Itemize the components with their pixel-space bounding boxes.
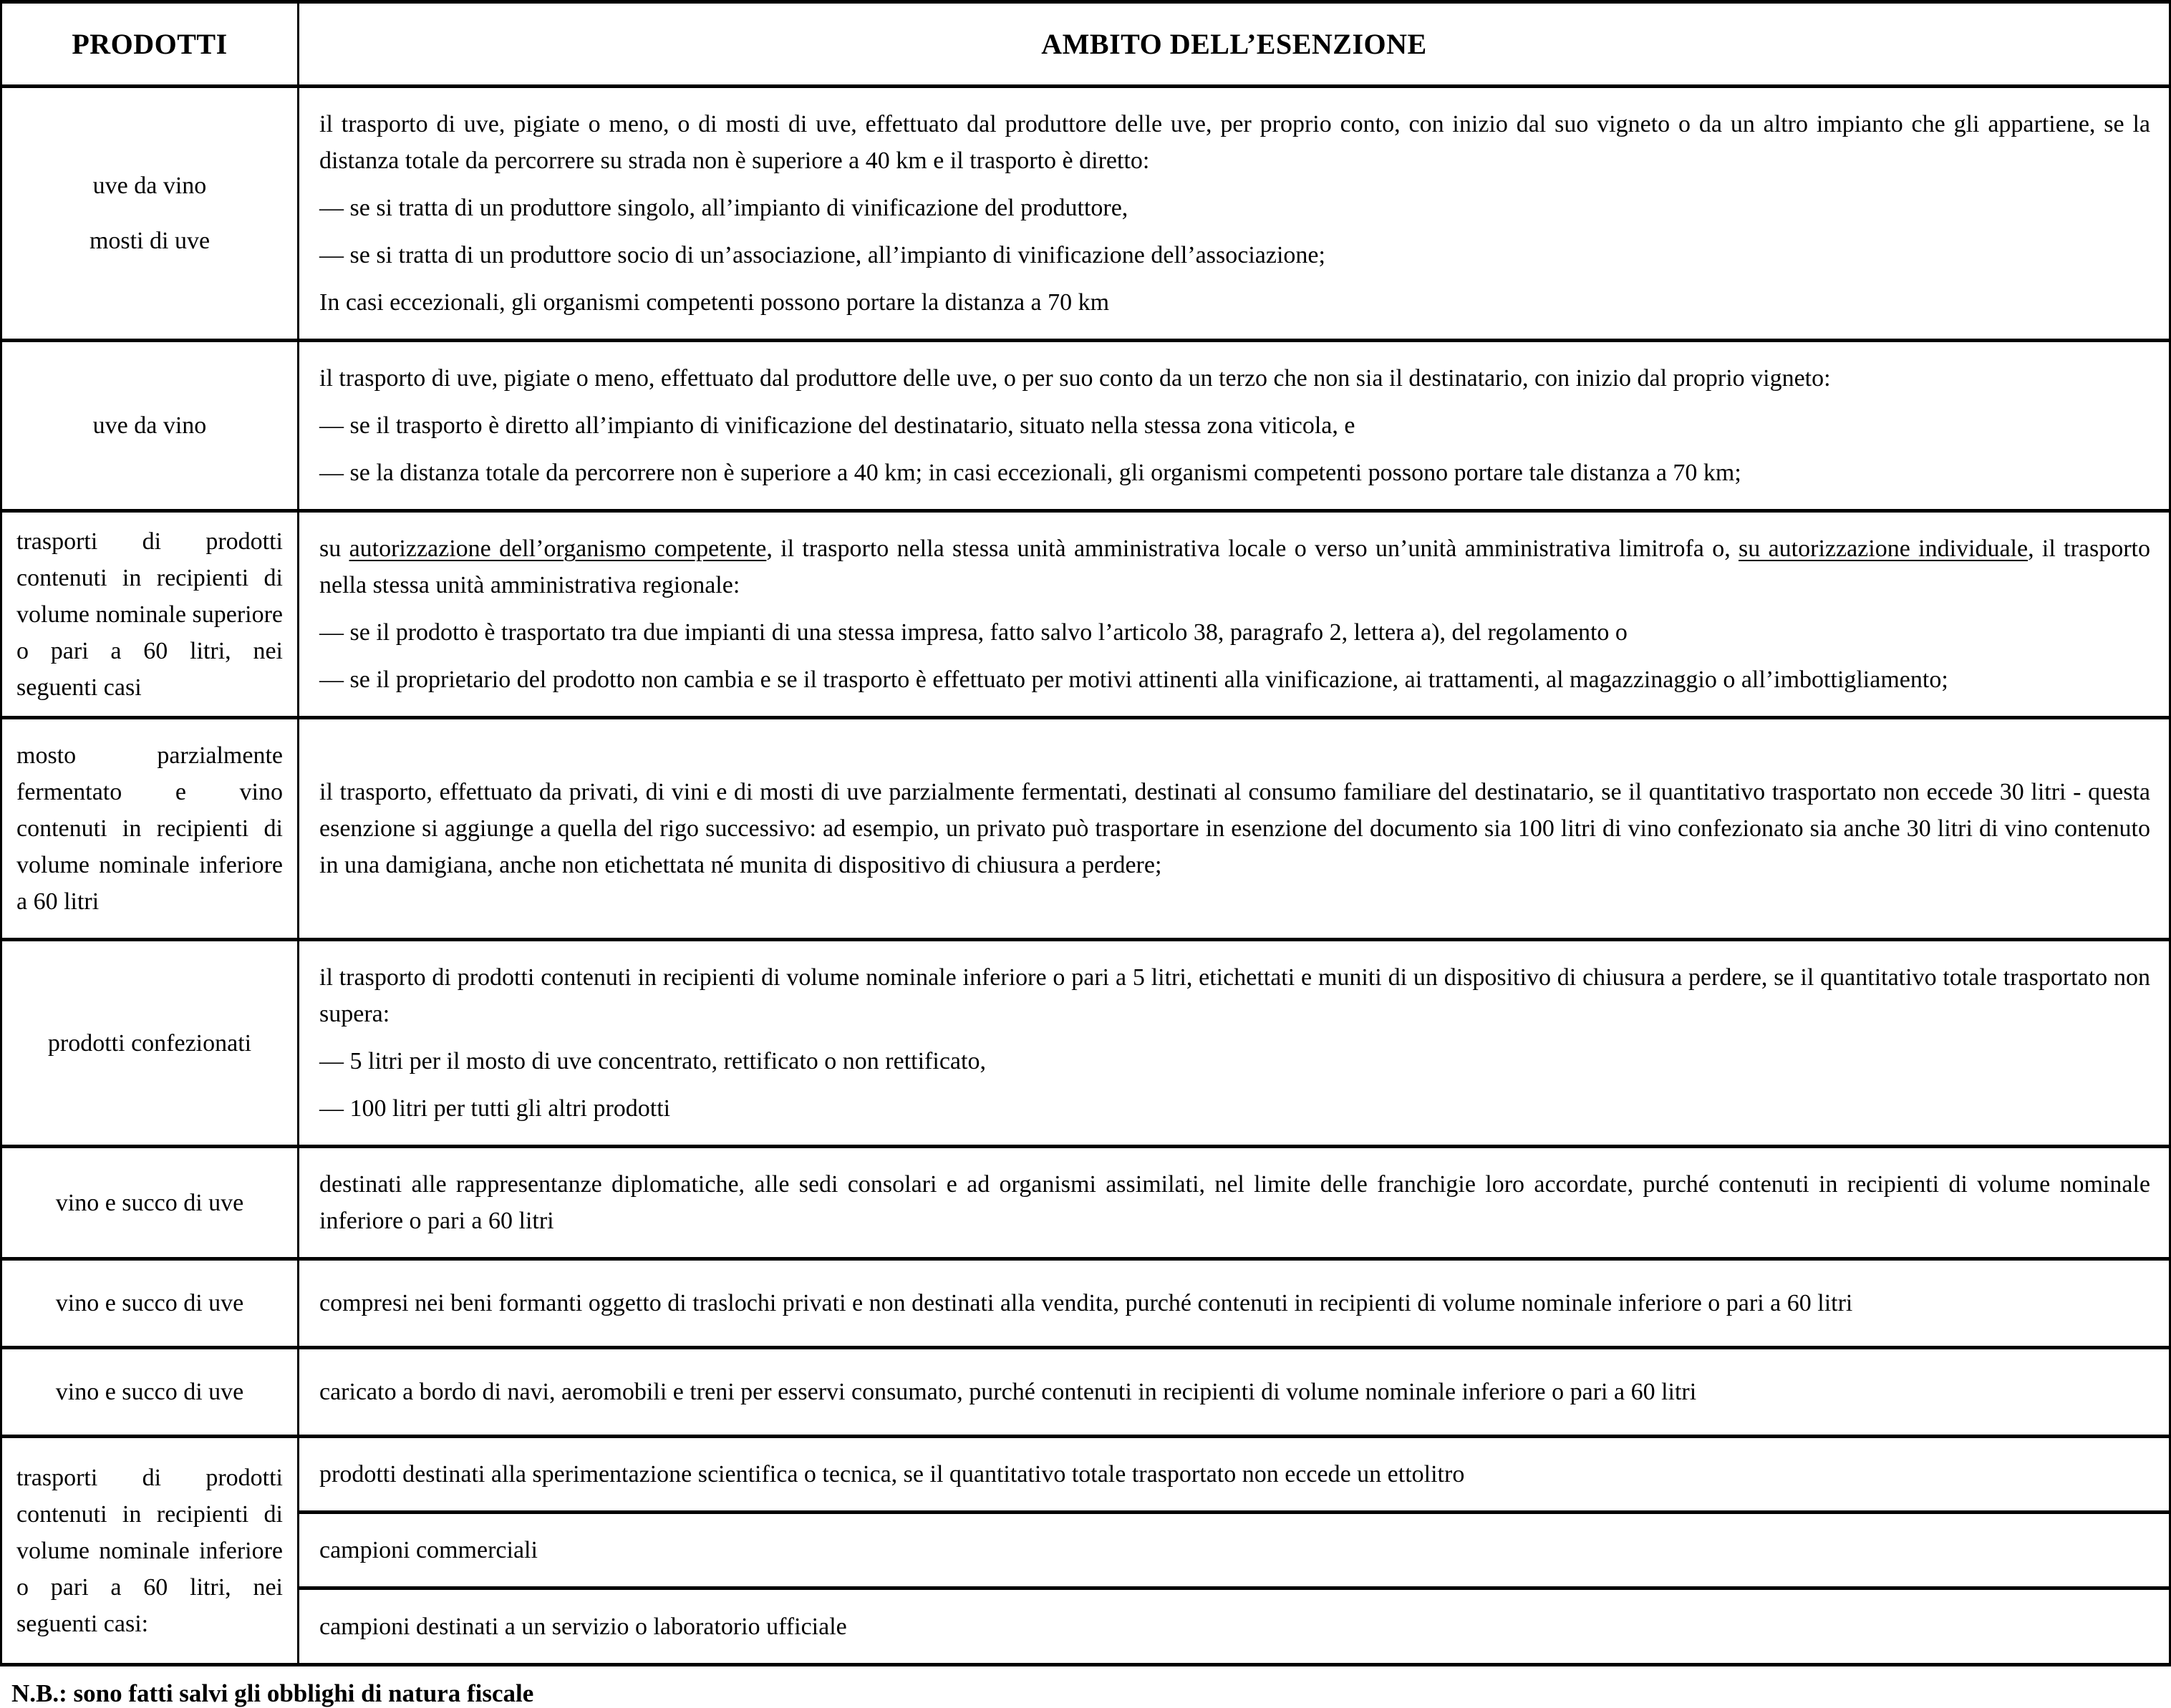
product-label: mosto parzialmente fermentato e vino contenuti in recipienti di volume nominale inferiore a 60 litri bbox=[16, 742, 283, 915]
exemption-paragraph: — 100 litri per tutti gli altri prodotti bbox=[319, 1095, 671, 1122]
exemption-cell bbox=[299, 87, 2170, 341]
exemption-paragraph: destinati alle rappresentanze diplomatiche, alle sedi consolari e ad organismi assimilati, nel limite delle franchigie loro accordate, purché contenuti in recipienti di volume nominale inferiore o pari a 60 litri bbox=[319, 1171, 2150, 1234]
table-row bbox=[1, 87, 2170, 341]
exemption-paragraph: compresi nei beni formanti oggetto di traslochi privati e non destinati alla vendita, purché contenuti in recipienti di volume nominale inferiore o pari a 60 litri bbox=[319, 1290, 1853, 1316]
exemption-paragraph: prodotti destinati alla sperimentazione scientifica o tecnica, se il quantitativo totale trasportato non eccede un ettolitro bbox=[319, 1461, 1465, 1488]
product-cell bbox=[1, 1259, 299, 1348]
column-header-ambito: AMBITO DELL’ESENZIONE bbox=[299, 2, 2170, 87]
underlined-text: su autorizzazione individuale bbox=[1739, 535, 2029, 562]
table-row bbox=[1, 1437, 2170, 1513]
exemption-paragraph: caricato a bordo di navi, aeromobili e treni per esservi consumato, purché contenuti in recipienti di volume nominale inferiore o pari a 60 litri bbox=[319, 1379, 1697, 1405]
table-row bbox=[1, 1259, 2170, 1348]
table-row bbox=[1, 1147, 2170, 1259]
exemption-cell bbox=[299, 1588, 2170, 1665]
table-row bbox=[1, 1513, 2170, 1588]
product-cell bbox=[1, 1348, 299, 1437]
product-label: uve da vino bbox=[92, 412, 207, 439]
table-row bbox=[1, 940, 2170, 1147]
exemption-cell bbox=[299, 341, 2170, 511]
product-label: vino e succo di uve bbox=[55, 1379, 244, 1405]
exemption-paragraph: il trasporto, effettuato da privati, di vini e di mosti di uve parzialmente fermentati, destinati al consumo familiare del destinatario, se il quantitativo trasportato non eccede 30 litri - questa esenzione si aggiunge a quella del rigo successivo: ad esempio, un privato può trasportare in esenzione del documento sia 100 litri di vino confezionato sia anche 30 litri di vino contenuto in una damigiana, anche non etichettata né munita di dispositivo di chiusura a perdere; bbox=[319, 779, 2150, 878]
exemption-cell bbox=[299, 1147, 2170, 1259]
exemption-cell bbox=[299, 1348, 2170, 1437]
table-row bbox=[1, 511, 2170, 718]
product-label: trasporti di prodotti contenuti in recipienti di volume nominale inferiore o pari a 60 litri, nei seguenti casi: bbox=[16, 1464, 283, 1637]
product-label: trasporti di prodotti contenuti in recipienti di volume nominale superiore o pari a 60 litri, nei seguenti casi bbox=[16, 528, 284, 701]
product-cell bbox=[1, 718, 299, 940]
product-label: mosti di uve bbox=[89, 228, 211, 254]
exemption-paragraph: campioni destinati a un servizio o laboratorio ufficiale bbox=[319, 1613, 847, 1640]
product-label: uve da vino bbox=[92, 173, 207, 199]
exemption-paragraph: su autorizzazione dell’organismo competente, il trasporto nella stessa unità amministrativa locale o verso un’unità amministrativa limitrofa o, su autorizzazione individuale, il trasporto nella stessa unità amministrativa regionale: bbox=[319, 535, 2150, 598]
exemption-paragraph: il trasporto di uve, pigiate o meno, effettuato dal produttore delle uve, o per suo conto da un terzo che non sia il destinatario, con inizio dal proprio vigneto: bbox=[319, 365, 1831, 392]
exemption-cell bbox=[299, 1513, 2170, 1588]
table-row bbox=[1, 341, 2170, 511]
exemption-paragraph: In casi eccezionali, gli organismi competenti possono portare la distanza a 70 km bbox=[319, 289, 1110, 316]
exemption-paragraph: — se si tratta di un produttore socio di un’associazione, all’impianto di vinificazione dell’associazione; bbox=[319, 242, 1325, 268]
nb-note: N.B.: sono fatti salvi gli obblighi di natura fiscale bbox=[11, 1679, 534, 1707]
table-row bbox=[1, 718, 2170, 940]
exemption-paragraph: — se la distanza totale da percorrere non è superiore a 40 km; in casi eccezionali, gli organismi competenti possono portare tale distanza a 70 km; bbox=[319, 460, 1741, 486]
product-label: prodotti confezionati bbox=[47, 1029, 252, 1057]
header-row bbox=[1, 2, 2170, 87]
product-label: vino e succo di uve bbox=[55, 1290, 244, 1316]
underlined-text: autorizzazione dell’organismo competente bbox=[349, 535, 767, 562]
exemption-cell bbox=[299, 1259, 2170, 1348]
exemption-paragraph: campioni commerciali bbox=[319, 1537, 538, 1563]
exemption-cell bbox=[299, 718, 2170, 940]
exemption-paragraph: il trasporto di prodotti contenuti in recipienti di volume nominale inferiore o pari a 5 litri, etichettati e muniti di un dispositivo di chiusura a perdere, se il quantitativo totale trasportato non supera: bbox=[319, 964, 2150, 1027]
exemption-paragraph: — se il prodotto è trasportato tra due impianti di una stessa impresa, fatto salvo l’articolo 38, paragrafo 2, lettera a), del regolamento o bbox=[319, 619, 1628, 646]
product-cell bbox=[1, 1437, 299, 1665]
exemption-paragraph: il trasporto di uve, pigiate o meno, o di mosti di uve, effettuato dal produttore delle uve, per proprio conto, con inizio dal suo vigneto o da un altro impianto che gli appartiene, se la distanza totale da percorrere su strada non è superiore a 40 km e il trasporto è diretto: bbox=[319, 111, 2150, 174]
exemption-cell bbox=[299, 511, 2170, 718]
exemption-cell bbox=[299, 940, 2170, 1147]
table-body bbox=[1, 87, 2170, 1665]
product-cell bbox=[1, 341, 299, 511]
product-cell bbox=[1, 940, 299, 1147]
column-header-prodotti: PRODOTTI bbox=[1, 2, 299, 87]
product-cell bbox=[1, 511, 299, 718]
exemption-paragraph: — se il proprietario del prodotto non cambia e se il trasporto è effettuato per motivi attinenti alla vinificazione, ai trattamenti, al magazzinaggio o all’imbottigliamento; bbox=[319, 666, 1948, 693]
product-cell bbox=[1, 1147, 299, 1259]
exemption-paragraph: — 5 litri per il mosto di uve concentrato, rettificato o non rettificato, bbox=[319, 1048, 986, 1074]
table-row bbox=[1, 1588, 2170, 1665]
exemption-paragraph: — se si tratta di un produttore singolo, all’impianto di vinificazione del produttore, bbox=[319, 195, 1128, 221]
product-label: vino e succo di uve bbox=[55, 1189, 244, 1216]
table-row bbox=[1, 1348, 2170, 1437]
exemption-paragraph: — se il trasporto è diretto all’impianto di vinificazione del destinatario, situato nella stessa zona viticola, e bbox=[319, 412, 1355, 439]
product-cell bbox=[1, 87, 299, 341]
exemption-cell bbox=[299, 1437, 2170, 1513]
